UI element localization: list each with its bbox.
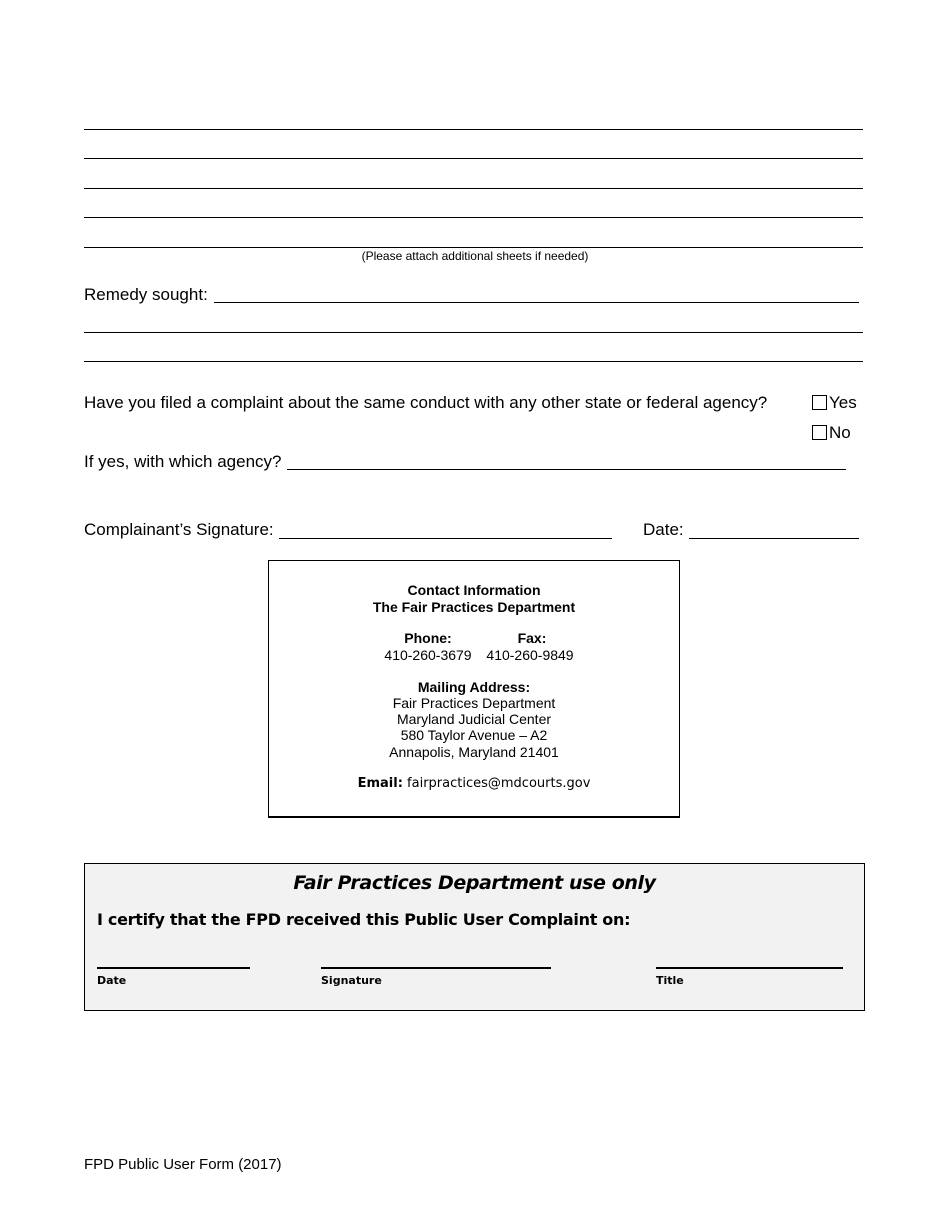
office-title-field[interactable] [656, 967, 843, 969]
remedy-field[interactable] [214, 302, 859, 303]
mailing-label: Mailing Address: [417, 679, 531, 695]
office-use-title: Fair Practices Department use only [293, 872, 656, 894]
date-field[interactable] [689, 538, 859, 539]
office-title-label: Title [656, 974, 684, 987]
remedy-line-2[interactable] [84, 332, 863, 333]
office-date-field[interactable] [97, 967, 250, 969]
description-line-4[interactable] [84, 217, 863, 218]
address-line: Maryland Judicial Center [396, 711, 552, 727]
no-checkbox[interactable] [812, 425, 827, 440]
contact-info-box [268, 560, 680, 818]
fax-label: Fax: [517, 630, 547, 646]
which-agency-field[interactable] [287, 469, 846, 470]
date-label: Date: [643, 520, 684, 539]
signature-label: Complainant’s Signature: [84, 520, 274, 539]
email-link[interactable]: fairpractices@mdcourts.gov [407, 776, 591, 791]
remedy-line-3[interactable] [84, 361, 863, 362]
office-signature-field[interactable] [321, 967, 551, 969]
address-line: Fair Practices Department [392, 695, 556, 711]
contact-department: The Fair Practices Department [372, 599, 576, 615]
remedy-label: Remedy sought: [84, 285, 208, 304]
no-label: No [829, 423, 851, 442]
which-agency-label: If yes, with which agency? [84, 452, 282, 471]
description-line-5[interactable] [84, 247, 863, 248]
email-row [269, 776, 679, 792]
attach-note: (Please attach additional sheets if needed) [361, 249, 589, 263]
phone-label: Phone: [404, 630, 452, 646]
phone-number: 410-260-3679 [384, 647, 472, 663]
office-date-label: Date [97, 974, 127, 987]
signature-field[interactable] [279, 538, 612, 539]
yes-checkbox[interactable] [812, 395, 827, 410]
office-signature-label: Signature [321, 974, 382, 987]
other-agency-question: Have you filed a complaint about the same conduct with any other state or federal agency? [84, 393, 768, 412]
description-line-3[interactable] [84, 188, 863, 189]
office-use-box [84, 863, 865, 1011]
description-line-2[interactable] [84, 158, 863, 159]
yes-label: Yes [829, 393, 857, 412]
address-line: Annapolis, Maryland 21401 [389, 744, 559, 760]
address-line: 580 Taylor Avenue – A2 [400, 727, 548, 743]
certify-statement: I certify that the FPD received this Public User Complaint on: [97, 910, 631, 929]
email-label: Email: [357, 776, 403, 791]
form-footer: FPD Public User Form (2017) [84, 1156, 282, 1173]
description-line-1[interactable] [84, 129, 863, 130]
contact-heading: Contact Information [407, 582, 541, 598]
fax-number: 410-260-9849 [486, 647, 574, 663]
